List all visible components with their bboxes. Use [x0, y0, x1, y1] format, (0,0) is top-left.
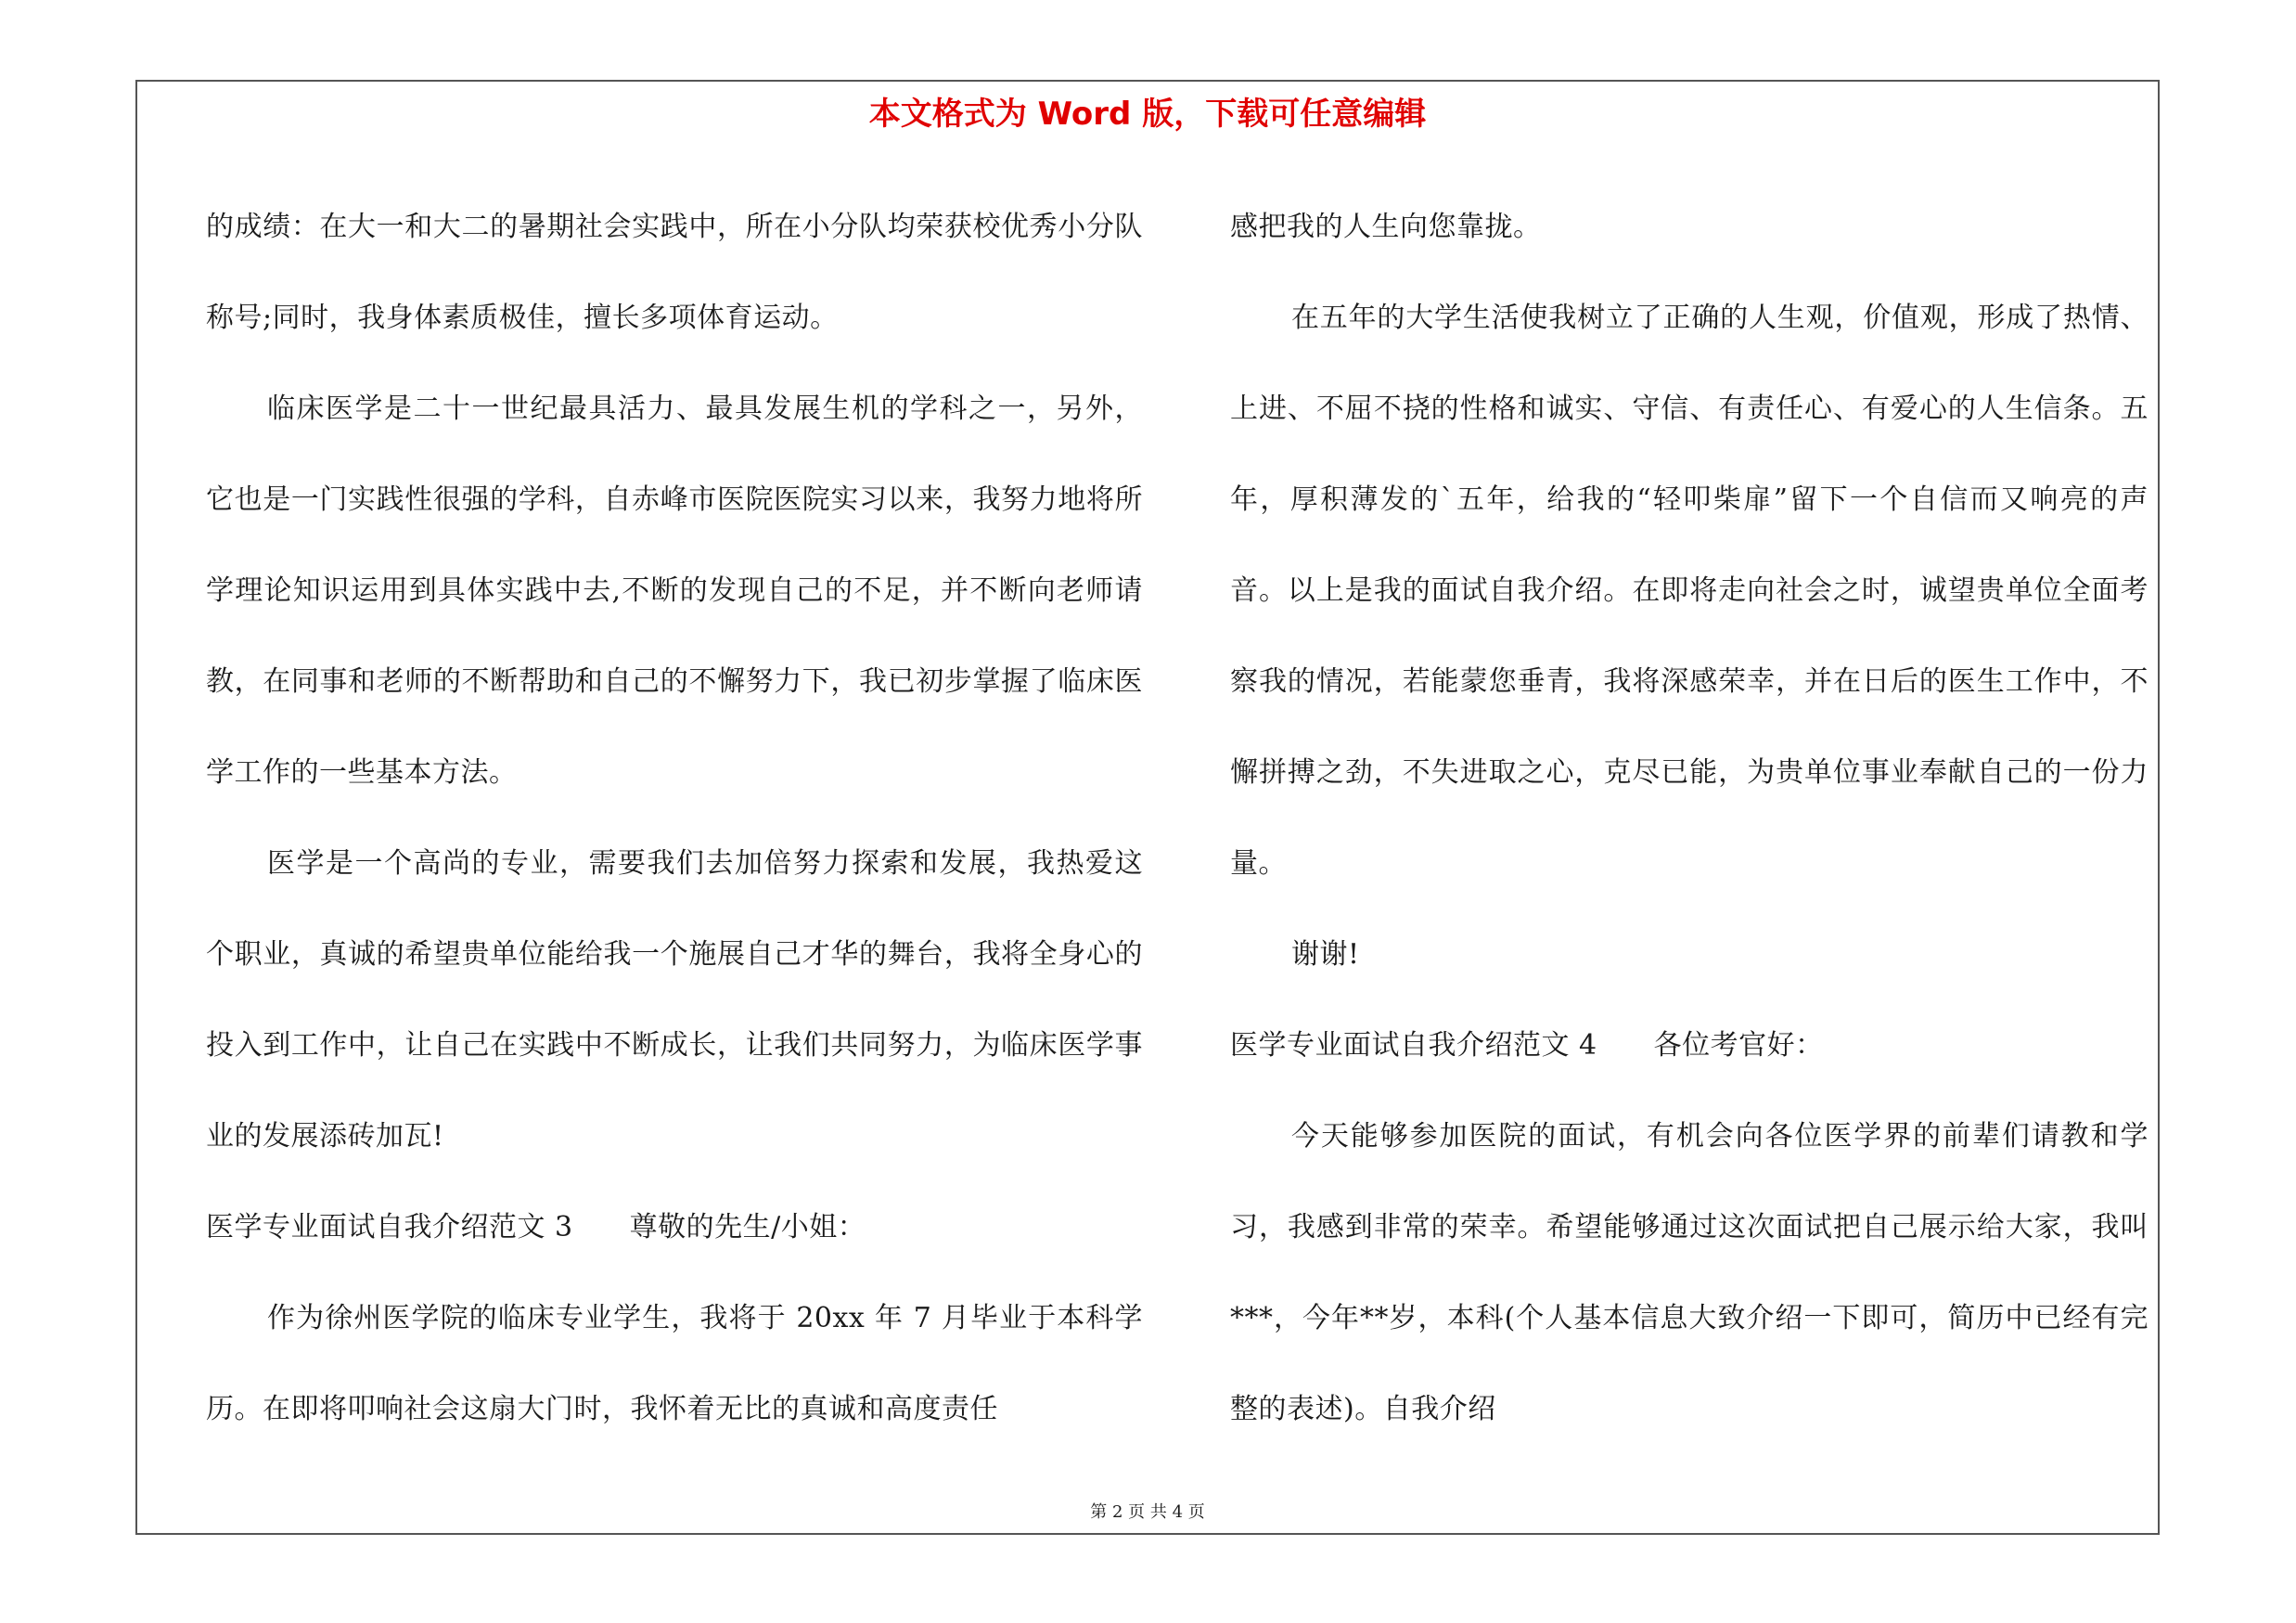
paragraph: 医学是一个高尚的专业，需要我们去加倍努力探索和发展，我热爱这个职业，真诚的希望贵单位能给我一个施展自己才华的舞台，我将全身心的投入到工作中，让自己在实践中不断成长，让我们共同努力，为临床医学事业的发展添砖加瓦!	[206, 847, 1143, 1153]
paragraph: 谢谢!	[1291, 938, 1360, 971]
document-page	[135, 80, 2160, 1535]
paragraph: 作为徐州医学院的临床专业学生，我将于 20xx 年 7 月毕业于本科学历。在即将叩响社会这扇大门时，我怀着无比的真诚和高度责任	[206, 1302, 1143, 1425]
paragraph: 的成绩：在大一和大二的暑期社会实践中，所在小分队均荣获校优秀小分队称号;同时，我身体素质极佳，擅长多项体育运动。	[206, 211, 1143, 334]
right-column	[1230, 182, 2148, 1455]
paragraph: 今天能够参加医院的面试，有机会向各位医学界的前辈们请教和学习，我感到非常的荣幸。希望能够通过这次面试把自己展示给大家，我叫***，今年**岁，本科(个人基本信息大致介绍一下即可，简历中已经有完整的表述)。自我介绍	[1230, 1120, 2148, 1425]
page-number: 第 2 页 共 4 页	[1090, 1501, 1205, 1522]
paragraph: 感把我的人生向您靠拢。	[1230, 211, 1542, 243]
paragraph: 临床医学是二十一世纪最具活力、最具发展生机的学科之一，另外，它也是一门实践性很强的学科，自赤峰市医院医院实习以来，我努力地将所学理论知识运用到具体实践中去,不断的发现自己的不足，并不断向老师请教，在同事和老师的不断帮助和自己的不懈努力下，我已初步掌握了临床医学工作的一些基本方法。	[206, 393, 1143, 789]
section-heading: 医学专业面试自我介绍范文 4 各位考官好：	[1230, 1029, 1824, 1062]
paragraph: 在五年的大学生活使我树立了正确的人生观，价值观，形成了热情、上进、不屈不挠的性格和诚实、守信、有责任心、有爱心的人生信条。五年，厚积薄发的`五年，给我的“轻叩柴扉”留下一个自信而又响亮的声音。以上是我的面试自我介绍。在即将走向社会之时，诚望贵单位全面考察我的情况，若能蒙您垂青，我将深感荣幸，并在日后的医生工作中，不懈拼搏之劲，不失进取之心，克尽已能，为贵单位事业奉献自己的一份力量。	[1230, 302, 2148, 880]
format-notice-banner: 本文格式为 Word 版，下载可任意编辑	[868, 96, 1427, 133]
left-column	[206, 182, 1143, 1455]
section-heading: 医学专业面试自我介绍范文 3 尊敬的先生/小姐：	[206, 1211, 866, 1243]
